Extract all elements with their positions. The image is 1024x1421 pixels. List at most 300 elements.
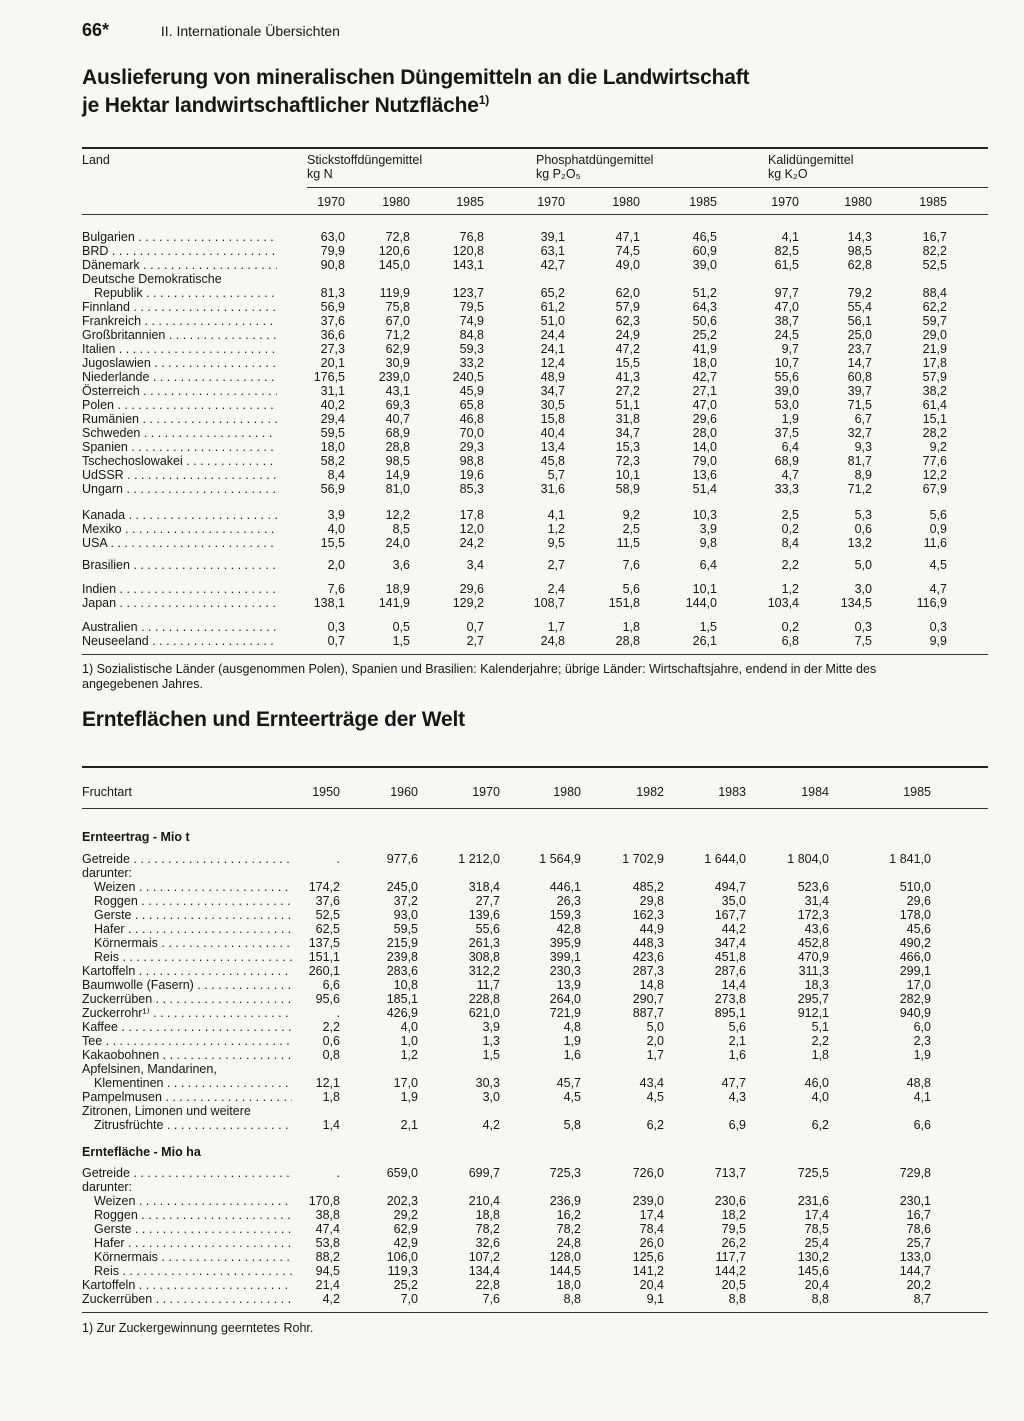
table-cell: 9,9 bbox=[929, 634, 947, 648]
table-cell: 139,6 bbox=[468, 908, 500, 922]
table-cell: 117,7 bbox=[715, 1250, 746, 1264]
table-cell: 699,7 bbox=[468, 1166, 500, 1180]
row-label: Tschechoslowakei . . . bbox=[82, 454, 277, 468]
table-cell: 27,1 bbox=[692, 384, 717, 398]
row-label: Zuckerrüben . . . bbox=[82, 1292, 292, 1306]
table-cell: 79,0 bbox=[692, 454, 717, 468]
table-cell: 24,1 bbox=[540, 342, 565, 356]
table-cell: 49,0 bbox=[615, 258, 640, 272]
table-cell: 287,6 bbox=[714, 964, 746, 978]
table-cell: 44,2 bbox=[721, 922, 746, 936]
table-cell: 13,4 bbox=[540, 440, 565, 454]
table-cell: 28,2 bbox=[922, 426, 947, 440]
table-cell: 10,1 bbox=[692, 582, 717, 596]
table-cell: 0,8 bbox=[322, 1048, 340, 1062]
table-cell: 1,9 bbox=[781, 412, 799, 426]
table-cell: 30,9 bbox=[385, 356, 410, 370]
table-cell: 6,0 bbox=[913, 1020, 931, 1034]
group-unit-header: kg P₂O₅ bbox=[536, 167, 581, 181]
row-label: Zitronen, Limonen und weitere bbox=[82, 1104, 251, 1118]
table-cell: 423,6 bbox=[632, 950, 664, 964]
table-cell: 78,4 bbox=[639, 1222, 664, 1236]
table-cell: 79,9 bbox=[320, 244, 345, 258]
table-cell: 426,9 bbox=[386, 1006, 418, 1020]
row-label: Körnermais . . . bbox=[94, 1250, 292, 1264]
table-cell: 176,5 bbox=[313, 370, 345, 384]
table-cell: 17,4 bbox=[639, 1208, 664, 1222]
table-cell: 53,0 bbox=[774, 398, 799, 412]
table-cell: 0,5 bbox=[392, 620, 410, 634]
row-label: Klementinen . . . bbox=[94, 1076, 292, 1090]
row-label: Hafer . . . bbox=[94, 1236, 292, 1250]
table-cell: 42,9 bbox=[393, 1236, 418, 1250]
table-cell: 59,7 bbox=[922, 314, 947, 328]
table1-title-line1: Auslieferung von mineralischen Düngemitteln an die Landwirtschaft bbox=[82, 66, 750, 89]
table-cell: 14,8 bbox=[639, 978, 664, 992]
table-cell: 11,5 bbox=[616, 536, 640, 550]
table-cell: 9,2 bbox=[622, 508, 640, 522]
table-cell: 4,5 bbox=[929, 558, 947, 572]
table-cell: 4,7 bbox=[781, 468, 799, 482]
year-header: 1985 bbox=[456, 195, 484, 209]
table-cell: 2,7 bbox=[466, 634, 484, 648]
table-cell: 6,6 bbox=[322, 978, 340, 992]
table-cell: 1 841,0 bbox=[889, 852, 931, 866]
table-cell: 90,8 bbox=[320, 258, 345, 272]
row-label: Niederlande . . . bbox=[82, 370, 277, 384]
row-label: Zuckerrohr¹⁾ . . . bbox=[82, 1006, 292, 1020]
table-cell: 16,7 bbox=[906, 1208, 931, 1222]
table-cell: 9,2 bbox=[929, 440, 947, 454]
table-cell: 25,0 bbox=[847, 328, 872, 342]
table-cell: 51,0 bbox=[540, 314, 565, 328]
table-cell: 5,0 bbox=[854, 558, 872, 572]
table-cell: 215,9 bbox=[386, 936, 418, 950]
table-cell: 133,0 bbox=[899, 1250, 931, 1264]
table-cell: 18,9 bbox=[385, 582, 410, 596]
table-cell: 62,9 bbox=[385, 342, 410, 356]
table-cell: 167,7 bbox=[714, 908, 746, 922]
table-cell: 18,8 bbox=[475, 1208, 500, 1222]
section-title: II. Internationale Übersichten bbox=[160, 23, 340, 39]
table1-footnote-line1: 1) Sozialistische Länder (ausgenommen Polen), Spanien und Brasilien: Kalenderjahre; übrige Länder: Wirtschaftsjahre, endend in der Mitte des bbox=[82, 662, 877, 676]
table-cell: 399,1 bbox=[549, 950, 581, 964]
table-cell: 8,5 bbox=[392, 522, 410, 536]
table-cell: 76,8 bbox=[459, 230, 484, 244]
row-label: UdSSR . . . bbox=[82, 468, 277, 482]
table-cell: 466,0 bbox=[899, 950, 931, 964]
row-label: Körnermais . . . bbox=[94, 936, 292, 950]
table-cell: 37,6 bbox=[315, 894, 340, 908]
year-header: 1985 bbox=[919, 195, 947, 209]
table-cell: 46,0 bbox=[804, 1076, 829, 1090]
table-cell: 19,6 bbox=[459, 468, 484, 482]
table2-header-rule bbox=[82, 808, 988, 809]
table-cell: 93,0 bbox=[393, 908, 418, 922]
table-cell: 8,4 bbox=[781, 536, 799, 550]
table-cell: 1,5 bbox=[482, 1048, 500, 1062]
table-cell: 282,9 bbox=[899, 992, 931, 1006]
table-cell: 6,7 bbox=[854, 412, 872, 426]
table-cell: 28,8 bbox=[385, 440, 410, 454]
table-cell: 56,1 bbox=[847, 314, 872, 328]
land-header: Land bbox=[82, 153, 110, 167]
table-cell: 16,2 bbox=[556, 1208, 581, 1222]
table-cell: 134,4 bbox=[468, 1264, 500, 1278]
table-cell: 47,4 bbox=[315, 1222, 340, 1236]
table-cell: 120,6 bbox=[378, 244, 410, 258]
table-cell: 68,9 bbox=[774, 454, 799, 468]
year-header: 1980 bbox=[382, 195, 410, 209]
year-header: 1982 bbox=[636, 785, 664, 799]
row-label: Rumänien . . . bbox=[82, 412, 277, 426]
table-cell: 1,2 bbox=[781, 582, 799, 596]
row-label: Indien . . . bbox=[82, 582, 277, 596]
table-cell: 143,1 bbox=[452, 258, 484, 272]
table-cell: 82,5 bbox=[774, 244, 799, 258]
table-cell: 2,2 bbox=[781, 558, 799, 572]
row-label: Brasilien . . . bbox=[82, 558, 277, 572]
table-cell: 144,5 bbox=[549, 1264, 581, 1278]
table-cell: 3,9 bbox=[327, 508, 345, 522]
table-cell: 14,4 bbox=[721, 978, 746, 992]
table-cell: 151,1 bbox=[308, 950, 340, 964]
table-cell: 17,0 bbox=[393, 1076, 418, 1090]
table-cell: 45,7 bbox=[556, 1076, 581, 1090]
table-cell: 12,1 bbox=[315, 1076, 340, 1090]
table1-header-rule bbox=[82, 214, 988, 215]
table-cell: 621,0 bbox=[468, 1006, 500, 1020]
table-cell: 39,7 bbox=[847, 384, 872, 398]
table-cell: 141,2 bbox=[632, 1264, 664, 1278]
table-cell: 12,4 bbox=[540, 356, 565, 370]
table-cell: 20,4 bbox=[804, 1278, 829, 1292]
table-cell: 4,0 bbox=[811, 1090, 829, 1104]
table-cell: 120,8 bbox=[452, 244, 484, 258]
table-cell: 78,2 bbox=[475, 1222, 500, 1236]
year-header: 1950 bbox=[312, 785, 340, 799]
table-cell: 12,2 bbox=[922, 468, 947, 482]
table-cell: 729,8 bbox=[899, 1166, 931, 1180]
row-label: Weizen . . . bbox=[94, 880, 292, 894]
table-cell: 2,3 bbox=[913, 1034, 931, 1048]
group-name-header: Stickstoffdüngemittel bbox=[307, 153, 423, 167]
table-cell: 318,4 bbox=[468, 880, 500, 894]
table-cell: 106,0 bbox=[386, 1250, 418, 1264]
table-cell: 451,8 bbox=[714, 950, 746, 964]
table-cell: 103,4 bbox=[767, 596, 799, 610]
table-cell: 4,2 bbox=[482, 1118, 500, 1132]
table-cell: 311,3 bbox=[798, 964, 829, 978]
row-label: Roggen . . . bbox=[94, 894, 292, 908]
table-cell: 59,5 bbox=[393, 922, 418, 936]
table-cell: 27,7 bbox=[475, 894, 500, 908]
table-cell: 123,7 bbox=[452, 286, 484, 300]
row-label: Reis . . . bbox=[94, 950, 292, 964]
table-cell: 230,3 bbox=[549, 964, 581, 978]
table-cell: 20,5 bbox=[721, 1278, 746, 1292]
group-unit-header: kg N bbox=[307, 167, 333, 181]
table-cell: . bbox=[336, 852, 340, 866]
table-cell: 3,0 bbox=[482, 1090, 500, 1104]
fruchtart-header: Fruchtart bbox=[82, 785, 133, 799]
row-label: Getreide . . . bbox=[82, 852, 292, 866]
row-label: Roggen . . . bbox=[94, 1208, 292, 1222]
table-cell: 295,7 bbox=[797, 992, 829, 1006]
table-cell: 95,6 bbox=[315, 992, 340, 1006]
table-cell: 10,8 bbox=[393, 978, 418, 992]
table-cell: 145,0 bbox=[378, 258, 410, 272]
table-cell: 42,8 bbox=[556, 922, 581, 936]
table-cell: 9,1 bbox=[646, 1292, 664, 1306]
table-cell: 61,5 bbox=[774, 258, 799, 272]
table-cell: 7,5 bbox=[854, 634, 872, 648]
row-label: Australien . . . bbox=[82, 620, 277, 634]
row-label: Schweden . . . bbox=[82, 426, 277, 440]
table-cell: 261,3 bbox=[468, 936, 500, 950]
group-name-header: Phosphatdüngemittel bbox=[536, 153, 654, 167]
table-cell: 48,8 bbox=[906, 1076, 931, 1090]
table-cell: 6,8 bbox=[781, 634, 799, 648]
table-cell: 60,9 bbox=[692, 244, 717, 258]
table-cell: 10,3 bbox=[692, 508, 717, 522]
table-cell: 24,4 bbox=[540, 328, 565, 342]
table1-bottom-rule bbox=[82, 654, 988, 655]
table-cell: 15,3 bbox=[615, 440, 640, 454]
table-cell: 245,0 bbox=[386, 880, 418, 894]
row-label: Baumwolle (Fasern) . . . bbox=[82, 978, 292, 992]
table-cell: 71,5 bbox=[847, 398, 872, 412]
table-cell: 1,6 bbox=[728, 1048, 746, 1062]
table-cell: 79,2 bbox=[847, 286, 872, 300]
table-cell: 485,2 bbox=[632, 880, 664, 894]
table-cell: 912,1 bbox=[797, 1006, 829, 1020]
table-cell: 185,1 bbox=[386, 992, 418, 1006]
table-cell: 1,3 bbox=[482, 1034, 500, 1048]
table-cell: 162,3 bbox=[632, 908, 664, 922]
table-cell: 18,0 bbox=[320, 440, 345, 454]
table-cell: 25,7 bbox=[906, 1236, 931, 1250]
table-cell: 4,2 bbox=[322, 1292, 340, 1306]
table-cell: 32,6 bbox=[475, 1236, 500, 1250]
table-cell: 1,6 bbox=[563, 1048, 581, 1062]
table-cell: 231,6 bbox=[797, 1194, 829, 1208]
table-cell: 0,9 bbox=[929, 522, 947, 536]
table-cell: 9,3 bbox=[854, 440, 872, 454]
row-label: Apfelsinen, Mandarinen, bbox=[82, 1062, 217, 1076]
table-cell: 1,2 bbox=[547, 522, 565, 536]
table2-bottom-rule bbox=[82, 1312, 988, 1313]
row-label: Mexiko . . . bbox=[82, 522, 277, 536]
table-cell: 12,2 bbox=[385, 508, 410, 522]
table-cell: 29,2 bbox=[393, 1208, 418, 1222]
table-cell: 33,3 bbox=[774, 482, 799, 496]
table-cell: 14,7 bbox=[847, 356, 872, 370]
year-header: 1985 bbox=[689, 195, 717, 209]
year-header: 1980 bbox=[844, 195, 872, 209]
table-cell: 21,4 bbox=[315, 1278, 340, 1292]
row-label: Gerste . . . bbox=[94, 908, 292, 922]
table-cell: 59,5 bbox=[320, 426, 345, 440]
table-cell: 41,9 bbox=[692, 342, 717, 356]
table-cell: 4,5 bbox=[563, 1090, 581, 1104]
table-cell: 17,8 bbox=[922, 356, 947, 370]
table-cell: 347,4 bbox=[714, 936, 746, 950]
row-label: Großbritannien . . . bbox=[82, 328, 277, 342]
table-cell: 977,6 bbox=[386, 852, 418, 866]
table-cell: 27,2 bbox=[615, 384, 640, 398]
table-cell: 24,8 bbox=[556, 1236, 581, 1250]
table-cell: 1,8 bbox=[622, 620, 640, 634]
table-cell: 70,0 bbox=[459, 426, 484, 440]
table-cell: 5,7 bbox=[547, 468, 565, 482]
table-cell: 1,7 bbox=[646, 1048, 664, 1062]
table-cell: 116,9 bbox=[916, 596, 947, 610]
row-label: Österreich . . . bbox=[82, 384, 277, 398]
table-cell: 2,1 bbox=[728, 1034, 746, 1048]
table-cell: 659,0 bbox=[386, 1166, 418, 1180]
table-cell: 58,2 bbox=[320, 454, 345, 468]
table-cell: 84,8 bbox=[459, 328, 484, 342]
table-cell: 141,9 bbox=[378, 596, 410, 610]
table-cell: 47,1 bbox=[615, 230, 640, 244]
table-cell: 14,3 bbox=[847, 230, 872, 244]
table-cell: 6,4 bbox=[781, 440, 799, 454]
table-cell: 85,3 bbox=[459, 482, 484, 496]
row-label: Tee . . . bbox=[82, 1034, 292, 1048]
table-cell: 0,2 bbox=[781, 522, 799, 536]
table-cell: . bbox=[336, 1006, 340, 1020]
table-cell: 0,3 bbox=[854, 620, 872, 634]
table-cell: 9,8 bbox=[699, 536, 717, 550]
table-cell: 20,4 bbox=[639, 1278, 664, 1292]
table-cell: 8,8 bbox=[563, 1292, 581, 1306]
table-cell: 4,3 bbox=[728, 1090, 746, 1104]
table-cell: 128,0 bbox=[549, 1250, 581, 1264]
table-cell: 36,6 bbox=[320, 328, 345, 342]
table-cell: 51,1 bbox=[615, 398, 640, 412]
table-cell: 726,0 bbox=[632, 1166, 664, 1180]
year-header-rule bbox=[307, 187, 988, 188]
year-header: 1970 bbox=[472, 785, 500, 799]
table-cell: 88,2 bbox=[315, 1250, 340, 1264]
table-cell: 3,6 bbox=[392, 558, 410, 572]
table-cell: 52,5 bbox=[315, 908, 340, 922]
table-cell: 0,6 bbox=[322, 1034, 340, 1048]
table-cell: 5,6 bbox=[929, 508, 947, 522]
table-cell: 1,9 bbox=[563, 1034, 581, 1048]
page-number: 66* bbox=[82, 20, 110, 40]
table-cell: 6,9 bbox=[728, 1118, 746, 1132]
table-cell: 13,2 bbox=[847, 536, 872, 550]
row-label: Getreide . . . bbox=[82, 1166, 292, 1180]
table-cell: 78,5 bbox=[804, 1222, 829, 1236]
table2-title: Ernteflächen und Ernteerträge der Welt bbox=[82, 708, 465, 731]
table-cell: 6,4 bbox=[699, 558, 717, 572]
table-cell: 1,7 bbox=[547, 620, 565, 634]
table-cell: 37,6 bbox=[320, 314, 345, 328]
table-cell: 29,6 bbox=[692, 412, 717, 426]
table-cell: 61,2 bbox=[540, 300, 565, 314]
table-cell: 62,2 bbox=[922, 300, 947, 314]
table-cell: 8,4 bbox=[327, 468, 345, 482]
row-label: Gerste . . . bbox=[94, 1222, 292, 1236]
table-cell: 4,0 bbox=[400, 1020, 418, 1034]
table-cell: 79,5 bbox=[459, 300, 484, 314]
row-label: Kakaobohnen . . . bbox=[82, 1048, 292, 1062]
table-cell: 43,4 bbox=[639, 1076, 664, 1090]
group-name-header: Kalidüngemittel bbox=[768, 153, 854, 167]
table-cell: 5,1 bbox=[811, 1020, 829, 1034]
table-cell: 77,6 bbox=[922, 454, 947, 468]
table-cell: 15,8 bbox=[540, 412, 565, 426]
table-cell: 14,9 bbox=[385, 468, 410, 482]
table1-title-line2: je Hektar landwirtschaftlicher Nutzfläche bbox=[82, 94, 479, 117]
table-cell: 15,5 bbox=[615, 356, 640, 370]
table-cell: 67,0 bbox=[385, 314, 410, 328]
table-cell: 97,7 bbox=[774, 286, 799, 300]
table-cell: 145,6 bbox=[797, 1264, 829, 1278]
table-cell: 52,5 bbox=[922, 258, 947, 272]
table-cell: 7,6 bbox=[327, 582, 345, 596]
table-cell: 81,7 bbox=[847, 454, 872, 468]
table-cell: 5,8 bbox=[563, 1118, 581, 1132]
table-cell: 8,8 bbox=[728, 1292, 746, 1306]
table-cell: 287,3 bbox=[632, 964, 664, 978]
table-cell: 230,6 bbox=[714, 1194, 746, 1208]
year-header: 1984 bbox=[801, 785, 829, 799]
row-label: Kartoffeln . . . bbox=[82, 1278, 292, 1292]
table-cell: 448,3 bbox=[632, 936, 664, 950]
table-cell: 45,6 bbox=[906, 922, 931, 936]
table1-title bbox=[82, 66, 749, 117]
table-cell: 58,9 bbox=[615, 482, 640, 496]
row-label: Ungarn . . . bbox=[82, 482, 277, 496]
year-header: 1980 bbox=[612, 195, 640, 209]
table-cell: 172,3 bbox=[797, 908, 829, 922]
table-cell: 239,0 bbox=[378, 370, 410, 384]
year-header: 1970 bbox=[771, 195, 799, 209]
row-label: Deutsche Demokratische bbox=[82, 272, 222, 286]
table-cell: 82,2 bbox=[922, 244, 947, 258]
table-cell: 452,8 bbox=[797, 936, 829, 950]
year-header: 1960 bbox=[390, 785, 418, 799]
table-cell: 1 804,0 bbox=[787, 852, 829, 866]
table-cell: 0,3 bbox=[327, 620, 345, 634]
table-cell: 31,8 bbox=[615, 412, 640, 426]
table-cell: 20,2 bbox=[906, 1278, 931, 1292]
table-cell: 98,5 bbox=[385, 454, 410, 468]
table-cell: 6,6 bbox=[913, 1118, 931, 1132]
row-label: Kaffee . . . bbox=[82, 1020, 292, 1034]
table-cell: 1,5 bbox=[392, 634, 410, 648]
table-cell: 8,9 bbox=[854, 468, 872, 482]
table-cell: 210,4 bbox=[468, 1194, 500, 1208]
table-cell: 25,2 bbox=[393, 1278, 418, 1292]
table2-top-rule bbox=[82, 766, 988, 768]
table-cell: 17,0 bbox=[906, 978, 931, 992]
table-cell: 5,3 bbox=[854, 508, 872, 522]
table-cell: 39,0 bbox=[692, 258, 717, 272]
table-cell: 144,7 bbox=[899, 1264, 931, 1278]
table-cell: 74,5 bbox=[615, 244, 640, 258]
table-cell: 29,6 bbox=[459, 582, 484, 596]
table-cell: 230,1 bbox=[899, 1194, 931, 1208]
table-cell: 65,2 bbox=[540, 286, 565, 300]
table-cell: 1,8 bbox=[322, 1090, 340, 1104]
table-cell: 2,1 bbox=[400, 1118, 418, 1132]
row-label: Neuseeland . . . bbox=[82, 634, 277, 648]
